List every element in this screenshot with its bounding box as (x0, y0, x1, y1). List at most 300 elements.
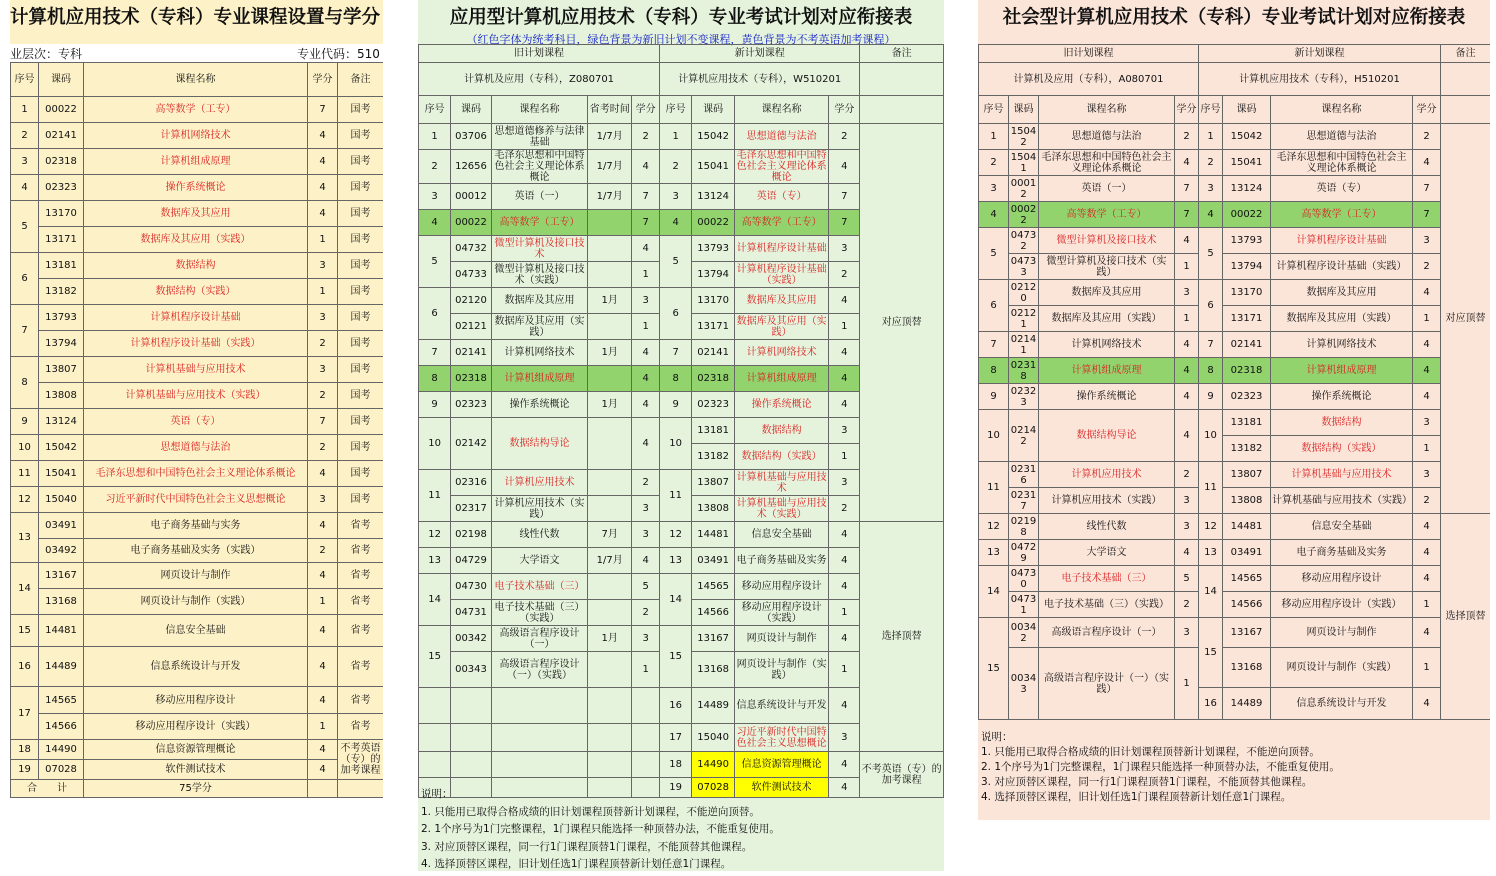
table-cell: 国考 (338, 383, 384, 409)
table-row (979, 96, 1491, 124)
table-cell: 00022 (39, 97, 84, 123)
table-cell: 7 (632, 184, 660, 210)
header-cell: 学分 (1413, 96, 1441, 124)
table-cell: 信息安全基础 (84, 615, 308, 647)
header-cell: 学分 (829, 96, 860, 124)
table-cell: 微型计算机及接口技术（实践） (1039, 254, 1175, 280)
table-cell: 4 (308, 760, 338, 780)
table-cell: 02323 (1009, 384, 1039, 410)
table-cell: 02323 (451, 392, 492, 418)
table-cell: 2 (660, 150, 692, 184)
table-cell: 数据库及其应用（实践） (491, 314, 587, 340)
table-cell: 2 (829, 496, 860, 522)
table-cell: 计算机程序设计基础（实践） (1271, 254, 1413, 280)
table-cell: 04733 (1009, 254, 1039, 280)
table-cell: 数据库及其应用 (1039, 280, 1175, 306)
table-cell: 15041 (692, 150, 735, 184)
table-cell: 国考 (338, 201, 384, 227)
header-cell: 课程名称 (735, 96, 829, 124)
table-cell: 4 (829, 752, 860, 778)
table-cell: 计算机及应用（专科），A080701 (979, 63, 1199, 96)
table-cell: 国考 (338, 305, 384, 331)
table-row (11, 357, 384, 383)
table-cell: 不考英语（专）的加考课程 (338, 740, 384, 780)
table-cell: 07028 (692, 778, 735, 798)
table-cell: 1 (1413, 648, 1441, 688)
table-cell: 14481 (1223, 514, 1271, 540)
table-cell: 14490 (39, 740, 84, 760)
table-cell: 2 (308, 539, 338, 563)
table-cell: 4 (308, 647, 338, 687)
table-cell (632, 688, 660, 724)
table-cell (588, 688, 632, 724)
note-line: 1. 只能用已取得合格成绩的旧计划课程顶替新计划课程，不能逆向顶替。 (421, 805, 760, 818)
table-cell: 3 (632, 522, 660, 548)
table-row (979, 648, 1491, 688)
table-cell: 计算机基础与应用技术 (84, 357, 308, 383)
table-cell: 移动应用程序设计（实践） (735, 600, 829, 626)
table-cell: 4 (1413, 332, 1441, 358)
header-cell: 课码 (1223, 96, 1271, 124)
table-cell: 3 (660, 184, 692, 210)
table-cell: 高等数学（工专） (491, 210, 587, 236)
table-cell: 13167 (1223, 618, 1271, 648)
applied-mapping-table (418, 44, 944, 798)
table-row (419, 96, 944, 124)
table-cell: 计算机网络技术 (491, 340, 587, 366)
table-row (11, 563, 384, 589)
table-cell: 4 (1413, 688, 1441, 720)
table-row (11, 279, 384, 305)
table-cell: 00012 (1009, 176, 1039, 202)
table-cell: 毛泽东思想和中国特色社会主义理论体系概论 (735, 150, 829, 184)
table-cell: 14481 (39, 615, 84, 647)
table-cell: 国考 (338, 97, 384, 123)
header-cell: 学分 (632, 96, 660, 124)
table-cell: 信息资源管理概论 (84, 740, 308, 760)
table-cell: 12 (419, 522, 451, 548)
table-cell: 4 (308, 740, 338, 760)
table-row (979, 540, 1491, 566)
table-cell: 1 (308, 227, 338, 253)
table-row (11, 487, 384, 513)
table-cell: 7 (979, 332, 1009, 358)
table-cell: 03706 (451, 124, 492, 150)
table-cell: 19 (660, 778, 692, 798)
table-cell: 数据结构 (1271, 410, 1413, 436)
table-cell: 省考 (338, 513, 384, 539)
table-cell: 13793 (1223, 228, 1271, 254)
table-cell: 4 (829, 340, 860, 366)
table-cell: 计算机基础与应用技术（实践） (1271, 488, 1413, 514)
table-cell: 计算机应用技术（实践） (1039, 488, 1175, 514)
table-row (11, 227, 384, 253)
table-cell (588, 652, 632, 688)
table-row (419, 45, 944, 63)
table-cell: 5 (1199, 228, 1223, 280)
table-cell: 毛泽东思想和中国特色社会主义理论体系概论 (491, 150, 587, 184)
table-cell: 15042 (1009, 124, 1039, 150)
note-line: 4. 选择顶替区课程，旧计划任选1门课程顶替新计划任意1门课程。 (421, 858, 732, 870)
table-cell: 13807 (692, 470, 735, 496)
table-cell: 计算机基础与应用技术 (1271, 462, 1413, 488)
table-cell (588, 262, 632, 288)
table-cell (451, 688, 492, 724)
table-cell: 2 (1175, 124, 1199, 150)
table-cell: 4 (1413, 566, 1441, 592)
table-cell: 13124 (39, 409, 84, 435)
table-cell: 2 (632, 124, 660, 150)
table-cell (491, 752, 587, 778)
table-cell: 4 (829, 778, 860, 798)
table-cell: 信息系统设计与开发 (84, 647, 308, 687)
table-cell: 9 (1199, 384, 1223, 410)
table-cell: 国考 (338, 409, 384, 435)
table-cell (308, 780, 338, 798)
table-cell: 04732 (451, 236, 492, 262)
table-cell: 操作系统概论 (491, 392, 587, 418)
table-cell: 国考 (338, 435, 384, 461)
table-cell: 3 (308, 253, 338, 279)
table-cell: 4 (1199, 202, 1223, 228)
table-cell: 2 (308, 331, 338, 357)
table-cell: 13170 (692, 288, 735, 314)
table-cell: 网页设计与制作 (84, 563, 308, 589)
table-row (11, 409, 384, 435)
table-cell: 7 (419, 340, 451, 366)
table-cell: 7 (11, 305, 39, 357)
table-cell: 02317 (1009, 488, 1039, 514)
table-cell: 13 (419, 548, 451, 574)
table-cell: 02318 (1223, 358, 1271, 384)
header-cell: 序号 (660, 96, 692, 124)
table-cell (419, 752, 451, 778)
table-cell: 3 (1413, 228, 1441, 254)
table-cell: 微型计算机及接口技术（实践） (491, 262, 587, 288)
table-cell: 数据库及其应用 (491, 288, 587, 314)
table-cell: 4 (829, 150, 860, 184)
table-cell: 00342 (451, 626, 492, 652)
table-cell (588, 418, 632, 470)
table-cell: 4 (632, 340, 660, 366)
table-cell: 计算机应用技术（实践） (491, 496, 587, 522)
table-cell: 7 (1199, 332, 1223, 358)
table-cell: 13793 (692, 236, 735, 262)
table-cell: 高等数学（工专） (84, 97, 308, 123)
table-cell: 4 (1413, 384, 1441, 410)
table-cell: 17 (660, 724, 692, 752)
table-row (979, 150, 1491, 176)
table-cell: 13170 (39, 201, 84, 227)
table-cell: 13124 (692, 184, 735, 210)
table-row (11, 383, 384, 409)
table-cell: 计算机组成原理 (735, 366, 829, 392)
table-cell: 8 (1199, 358, 1223, 384)
table-cell: 计算机组成原理 (1271, 358, 1413, 384)
table-cell: 4 (308, 175, 338, 201)
table-cell: 数据结构（实践） (735, 444, 829, 470)
table-cell: 15040 (39, 487, 84, 513)
table-cell: 操作系统概论 (84, 175, 308, 201)
table-cell: 3 (11, 149, 39, 175)
table-cell: 7 (632, 210, 660, 236)
header-cell: 课码 (1009, 96, 1039, 124)
table-cell: 3 (829, 470, 860, 496)
table-row (979, 45, 1491, 63)
table-cell: 3 (308, 487, 338, 513)
table-cell: 5 (419, 236, 451, 288)
level-label: 业层次：专科 (10, 47, 83, 61)
new-plan-header: 新计划课程 (1199, 45, 1441, 63)
table-cell: 微型计算机及接口技术 (491, 236, 587, 262)
table-row (419, 522, 944, 548)
table-cell: 1/7月 (588, 124, 632, 150)
table-cell: 6 (660, 288, 692, 340)
header-cell: 课码 (692, 96, 735, 124)
table-cell: 1月 (588, 288, 632, 314)
table-cell: 1月 (588, 626, 632, 652)
table-cell: 线性代数 (491, 522, 587, 548)
table-cell: 移动应用程序设计 (735, 574, 829, 600)
table-cell: 数据结构（实践） (1271, 436, 1413, 462)
table-cell: 02323 (1223, 384, 1271, 410)
header-cell: 学分 (308, 63, 338, 97)
table-cell: 2 (308, 435, 338, 461)
table-cell: 6 (11, 253, 39, 305)
note-line: 3. 对应顶替区课程，同一行1门课程顶替1门课程，不能顶替其他课程。 (421, 840, 753, 853)
table-cell: 电子商务基础及实务 (1271, 540, 1413, 566)
table-cell: 5 (1175, 566, 1199, 592)
table-cell: 14 (1199, 566, 1223, 618)
table-cell: 4 (1413, 150, 1441, 176)
table-cell: 4 (829, 366, 860, 392)
table-cell: 电子商务基础及实务（实践） (84, 539, 308, 563)
table-cell: 8 (660, 366, 692, 392)
table-cell: 12656 (451, 150, 492, 184)
table-cell: 1 (11, 97, 39, 123)
table-cell: 国考 (338, 123, 384, 149)
table-cell: 17 (11, 687, 39, 740)
table-cell: 高级语言程序设计（一）（实践） (491, 652, 587, 688)
table-cell: 6 (419, 288, 451, 340)
table-row (11, 687, 384, 714)
remark-selective: 选择顶替 (860, 522, 944, 752)
major-code-label: 专业代码：510 (297, 47, 380, 61)
table-cell: 1 (419, 124, 451, 150)
header-cell: 序号 (1199, 96, 1223, 124)
table-row (11, 305, 384, 331)
table-cell: 00343 (451, 652, 492, 688)
table-row (979, 358, 1491, 384)
old-plan-header: 旧计划课程 (979, 45, 1199, 63)
table-cell: 网页设计与制作（实践） (84, 589, 308, 615)
table-cell: 思想道德与法治 (735, 124, 829, 150)
table-cell: 16 (11, 647, 39, 687)
table-cell (632, 752, 660, 778)
table-cell: 思想道德修养与法律基础 (491, 124, 587, 150)
table-row (979, 306, 1491, 332)
table-row (11, 539, 384, 563)
table-cell: 04733 (451, 262, 492, 288)
table-cell: 线性代数 (1039, 514, 1175, 540)
table-cell: 习近平新时代中国特色社会主义思想概论 (735, 724, 829, 752)
table-cell: 3 (1175, 514, 1199, 540)
table-cell: 思想道德与法治 (1039, 124, 1175, 150)
table-cell: 计算机基础与应用技术（实践） (84, 383, 308, 409)
table-cell: 4 (979, 202, 1009, 228)
header-cell: 序号 (979, 96, 1009, 124)
table-cell: 国考 (338, 331, 384, 357)
table-cell: 毛泽东思想和中国特色社会主义理论体系概论 (84, 461, 308, 487)
table-cell: 数据结构 (84, 253, 308, 279)
table-cell: 1 (1175, 306, 1199, 332)
table-cell: 省考 (338, 687, 384, 714)
table-cell: 1月 (588, 392, 632, 418)
table-cell: 数据库及其应用（实践） (84, 227, 308, 253)
old-plan-header: 旧计划课程 (419, 45, 660, 63)
table-cell: 网页设计与制作 (1271, 618, 1413, 648)
header-cell: 序号 (419, 96, 451, 124)
table-cell: 1 (829, 600, 860, 626)
table-cell: 高等数学（工专） (735, 210, 829, 236)
table-cell: 13182 (39, 279, 84, 305)
table-cell: 数据结构 (735, 418, 829, 444)
table-cell: 习近平新时代中国特色社会主义思想概论 (84, 487, 308, 513)
table-cell: 14 (11, 563, 39, 615)
table-cell: 13124 (1223, 176, 1271, 202)
table-row (11, 461, 384, 487)
table-cell: 4 (308, 201, 338, 227)
table-cell: 软件测试技术 (84, 760, 308, 780)
table-row (11, 97, 384, 123)
table-cell: 02323 (39, 175, 84, 201)
course-settings-table (10, 62, 383, 798)
table-cell: 13170 (1223, 280, 1271, 306)
table-cell: 英语（专） (84, 409, 308, 435)
table-cell: 4 (829, 522, 860, 548)
table-cell: 14565 (1223, 566, 1271, 592)
table-cell: 13794 (1223, 254, 1271, 280)
table-row (979, 254, 1491, 280)
table-cell: 1 (1199, 124, 1223, 150)
note-line: 3. 对应顶替区课程，同一行1门课程顶替1门课程，不能顶替其他课程。 (981, 776, 1313, 788)
table-cell: 数据库及其应用（实践） (1039, 306, 1175, 332)
table-cell: 信息安全基础 (735, 522, 829, 548)
header-cell: 课码 (39, 63, 84, 97)
table-row (11, 513, 384, 539)
panel-social-mapping (978, 0, 1490, 820)
table-cell: 13181 (1223, 410, 1271, 436)
table-cell: 国考 (338, 149, 384, 175)
table-cell: 14 (979, 566, 1009, 618)
note-line: 说明： (421, 788, 453, 800)
table-cell: 软件测试技术 (735, 778, 829, 798)
table-cell: 英语（专） (1271, 176, 1413, 202)
table-cell: 操作系统概论 (1271, 384, 1413, 410)
social-mapping-table (978, 44, 1490, 720)
table-cell: 移动应用程序设计（实践） (1271, 592, 1413, 618)
table-cell: 4 (1413, 540, 1441, 566)
table-cell: 1 (829, 652, 860, 688)
table-cell: 1 (308, 714, 338, 740)
table-cell: 计算机网络技术 (735, 340, 829, 366)
table-cell: 省考 (338, 589, 384, 615)
panel3-notes (981, 730, 1340, 805)
table-cell: 13808 (39, 383, 84, 409)
table-cell: 02318 (1009, 358, 1039, 384)
table-row (979, 202, 1491, 228)
table-row (979, 592, 1491, 618)
table-cell: 1/7月 (588, 184, 632, 210)
table-cell: 13168 (39, 589, 84, 615)
table-row (11, 740, 384, 760)
table-cell: 数据结构（实践） (84, 279, 308, 305)
table-cell: 02141 (692, 340, 735, 366)
table-cell: 03491 (1223, 540, 1271, 566)
remark-header: 备注 (860, 45, 944, 63)
table-cell: 11 (11, 461, 39, 487)
table-cell (451, 724, 492, 752)
header-cell: 省考时间 (588, 96, 632, 124)
table-cell: 国考 (338, 227, 384, 253)
table-cell: 14 (419, 574, 451, 626)
table-cell: 4 (632, 366, 660, 392)
table-cell: 信息资源管理概论 (735, 752, 829, 778)
table-cell: 15042 (1223, 124, 1271, 150)
table-cell (588, 496, 632, 522)
table-row (979, 176, 1491, 202)
table-cell (632, 724, 660, 752)
panel2-legend: （红色字体为统考科目，绿色背景为新旧计划不变课程，黄色背景为不考英语加考课程） (466, 33, 896, 46)
table-cell: 4 (1175, 150, 1199, 176)
table-cell: 02142 (1009, 410, 1039, 462)
table-cell: 12 (660, 522, 692, 548)
table-cell: 15042 (692, 124, 735, 150)
table-cell (588, 752, 632, 778)
table-cell: 04729 (451, 548, 492, 574)
table-cell: 计算机组成原理 (84, 149, 308, 175)
table-cell: 3 (979, 176, 1009, 202)
table-cell: 1 (632, 262, 660, 288)
table-cell: 4 (829, 288, 860, 314)
table-cell: 15 (1199, 618, 1223, 688)
panel1-title: 计算机应用技术（专科）专业课程设置与学分 (10, 0, 383, 44)
table-cell (491, 724, 587, 752)
new-plan-header: 新计划课程 (660, 45, 860, 63)
table-cell: 国考 (338, 357, 384, 383)
header-cell: 学分 (1175, 96, 1199, 124)
table-cell: 07028 (39, 760, 84, 780)
table-cell: 2 (632, 470, 660, 496)
note-line: 2. 1个序号为1门完整课程，1门课程只能选择一种顶替办法，不能重复使用。 (421, 823, 780, 835)
table-row (11, 780, 384, 798)
panel-course-settings (10, 0, 383, 802)
table-cell: 国考 (338, 175, 384, 201)
header-cell: 课码 (451, 96, 492, 124)
table-cell: 15 (11, 615, 39, 647)
table-cell (419, 688, 451, 724)
table-cell: 计算机应用技术 (491, 470, 587, 496)
table-cell: 03491 (39, 513, 84, 539)
table-cell: 4 (829, 548, 860, 574)
table-row (979, 410, 1491, 436)
table-cell: 2 (1413, 124, 1441, 150)
table-cell: 8 (979, 358, 1009, 384)
table-cell: 02323 (692, 392, 735, 418)
table-cell: 15042 (39, 435, 84, 461)
table-cell: 国考 (338, 253, 384, 279)
table-cell: 15 (979, 618, 1009, 720)
